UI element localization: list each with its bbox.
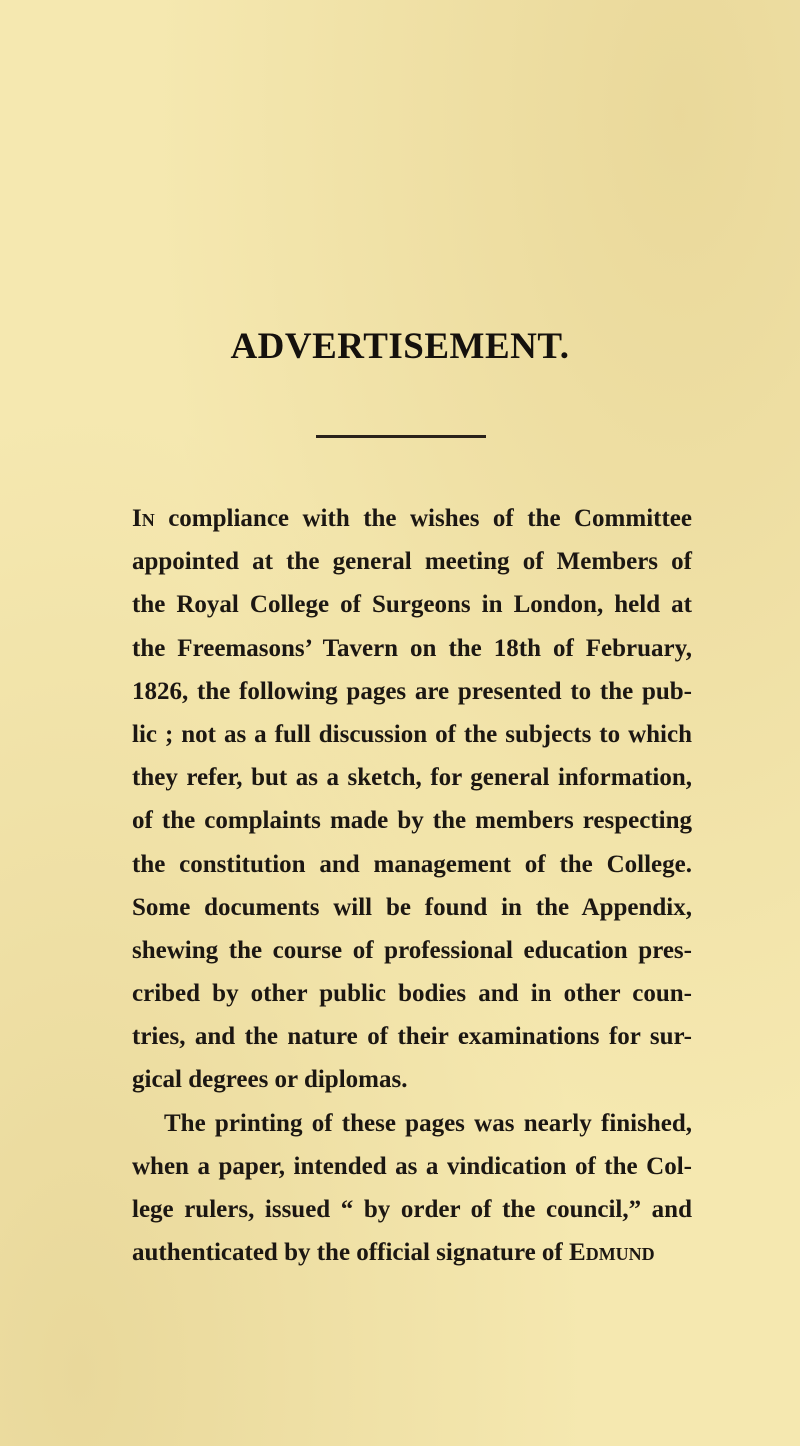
text-line: [132, 1231, 692, 1274]
text-line: [132, 713, 692, 756]
text-run: lic ; not as a full discussion of the subjects to which: [132, 720, 692, 748]
text-line: [132, 1058, 692, 1101]
page-heading: ADVERTISEMENT.: [230, 326, 570, 367]
text-line: [132, 627, 692, 670]
text-run: the Royal College of Surgeons in London, held at: [132, 591, 692, 619]
text-line: [132, 540, 692, 583]
text-run: the constitution and management of the College.: [132, 850, 692, 878]
paragraph: [132, 497, 692, 1102]
text-line: [132, 497, 692, 540]
text-line: [132, 1015, 692, 1058]
text-line: [132, 843, 692, 886]
text-line: [132, 972, 692, 1015]
heading-divider: [316, 435, 486, 438]
text-run: compliance with the wishes of the Committee: [154, 505, 692, 532]
bleed-through-text: [240, 395, 760, 415]
text-run: gical degrees or diplomas.: [132, 1066, 408, 1094]
small-caps-word: Edmund: [569, 1239, 655, 1267]
text-run: the Freemasons’ Tavern on the 18th of February,: [132, 634, 692, 662]
text-line: [132, 886, 692, 929]
text-line: [132, 1188, 692, 1231]
text-line: [132, 1102, 692, 1145]
text-run: tries, and the nature of their examinations for sur-: [132, 1023, 692, 1051]
text-line: [132, 756, 692, 799]
bleed-through-text: [240, 240, 760, 260]
text-line: [132, 583, 692, 626]
paragraph: [132, 1102, 692, 1275]
text-run: authenticated by the official signature of: [132, 1239, 570, 1267]
bleed-through-text: [240, 300, 760, 320]
text-line: [132, 670, 692, 713]
text-run: appointed at the general meeting of Members of: [132, 548, 692, 576]
text-run: they refer, but as a sketch, for general information,: [132, 764, 692, 792]
body-text: [132, 497, 692, 1274]
text-run: 1826, the following pages are presented to the pub-: [132, 677, 692, 705]
text-run: lege rulers, issued “ by order of the council,” and: [132, 1196, 692, 1223]
text-run: The printing of these pages was nearly finished,: [164, 1109, 692, 1137]
text-run: of the complaints made by the members respecting: [132, 807, 692, 835]
text-line: [132, 1145, 692, 1188]
text-run: when a paper, intended as a vindication of the Col-: [132, 1152, 692, 1180]
text-line: [132, 799, 692, 842]
text-run: cribed by other public bodies and in other coun-: [132, 980, 692, 1008]
text-run: shewing the course of professional education pres-: [132, 936, 692, 964]
text-line: [132, 929, 692, 972]
text-run: Some documents will be found in the Appendix,: [132, 893, 692, 921]
small-caps-word: In: [132, 505, 155, 532]
